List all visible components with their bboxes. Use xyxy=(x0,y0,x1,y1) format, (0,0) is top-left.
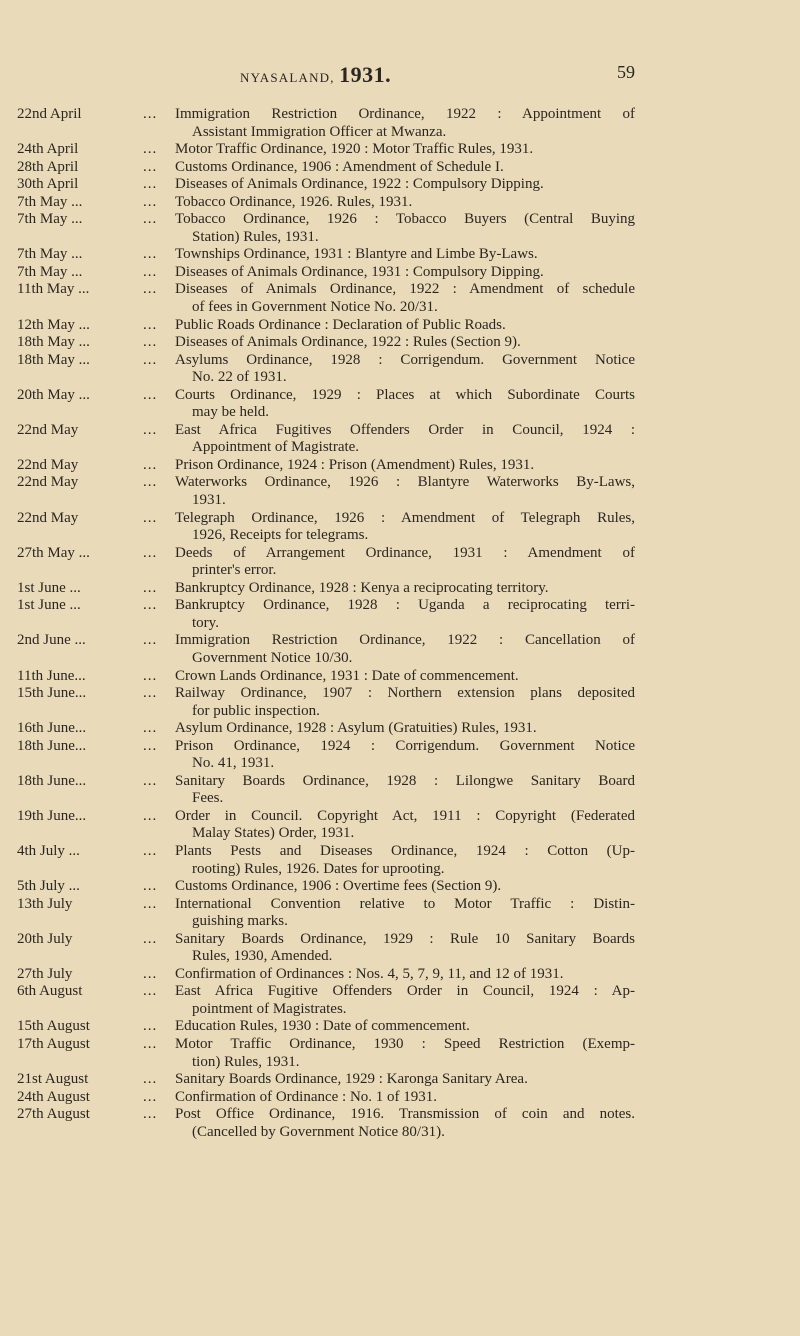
entry-description xyxy=(175,422,635,457)
leader-dots: ... xyxy=(143,281,158,298)
entry-description xyxy=(175,808,635,843)
list-item xyxy=(17,843,637,878)
entry-description xyxy=(175,352,635,387)
entry-date: 22nd April xyxy=(17,106,82,122)
list-item xyxy=(17,457,637,475)
entry-date: 12th May ... xyxy=(17,316,90,333)
entry-line: Diseases of Animals Ordinance, 1922 : Compulsory Dipping. xyxy=(175,176,544,193)
entry-date: 22nd May xyxy=(17,421,79,438)
entry-line: pointment of Magistrates. xyxy=(192,1000,347,1017)
list-item xyxy=(17,720,637,738)
entry-date: 7th May ... xyxy=(17,246,83,263)
list-item xyxy=(17,808,637,843)
list-item xyxy=(17,176,637,194)
list-item xyxy=(17,422,637,457)
list-item xyxy=(17,1018,637,1036)
entry-line: (Cancelled by Government Notice 80/31). xyxy=(192,1123,445,1140)
leader-dots: ... xyxy=(143,1088,158,1105)
list-item xyxy=(17,931,637,966)
entry-line: Confirmation of Ordinance : No. 1 of 1931. xyxy=(175,1088,438,1105)
leader-dots: ... xyxy=(143,895,158,912)
entry-description xyxy=(175,1089,635,1107)
entry-line: for public inspection. xyxy=(192,702,320,719)
entry-line: Confirmation of Ordinances : Nos. 4, 5, 7, 9, 11, and 12 of 1931. xyxy=(175,965,564,982)
leader-dots: ... xyxy=(143,351,158,368)
entry-line: guishing marks. xyxy=(192,913,288,930)
list-item xyxy=(17,281,637,316)
entry-date: 28th April xyxy=(17,158,79,175)
entry-description xyxy=(175,1018,635,1036)
list-item xyxy=(17,632,637,667)
entry-date: 5th July ... xyxy=(17,878,80,895)
leader-dots: ... xyxy=(143,720,158,737)
entry-line: Sanitary Boards Ordinance, 1928 : Lilongwe Sanitary Board xyxy=(175,772,635,789)
entry-description xyxy=(175,668,635,686)
entry-date: 18th May ... xyxy=(17,334,90,351)
list-item xyxy=(17,545,637,580)
entry-line: tion) Rules, 1931. xyxy=(192,1053,300,1070)
entry-description xyxy=(175,580,635,598)
entry-date: 1st June ... xyxy=(17,579,81,596)
leader-dots: ... xyxy=(143,211,158,228)
page-number: 59 xyxy=(617,62,635,82)
entry-date: 11th May ... xyxy=(17,281,90,298)
list-item xyxy=(17,1036,637,1071)
entry-date: 30th April xyxy=(17,176,79,193)
leader-dots: ... xyxy=(143,334,158,351)
entry-date: 27th August xyxy=(17,1106,90,1123)
entry-description xyxy=(175,597,635,632)
entry-description xyxy=(175,474,635,509)
header-colony: NYASALAND, xyxy=(240,70,335,85)
entry-description xyxy=(175,106,635,141)
entry-date: 2nd June ... xyxy=(17,632,86,649)
entry-line: Station) Rules, 1931. xyxy=(192,228,319,245)
leader-dots: ... xyxy=(143,509,158,526)
leader-dots: ... xyxy=(143,421,158,438)
entry-date: 24th April xyxy=(17,141,79,158)
notices-list xyxy=(17,106,637,1141)
leader-dots: ... xyxy=(143,474,158,491)
leader-dots: ... xyxy=(143,772,158,789)
entry-line: Sanitary Boards Ordinance, 1929 : Karonga Sanitary Area. xyxy=(175,1071,528,1088)
list-item xyxy=(17,106,637,141)
leader-dots: ... xyxy=(143,965,158,982)
entry-line: Motor Traffic Ordinance, 1930 : Speed Restriction (Exemp- xyxy=(175,1035,635,1052)
entry-line: East Africa Fugitives Offenders Order in Council, 1924 : xyxy=(175,421,635,438)
entry-line: 1931. xyxy=(192,492,226,509)
leader-dots: ... xyxy=(143,1106,158,1123)
list-item xyxy=(17,580,637,598)
entry-line: rooting) Rules, 1926. Dates for uprooting. xyxy=(192,860,445,877)
entry-description xyxy=(175,632,635,667)
leader-dots: ... xyxy=(143,878,158,895)
entry-description xyxy=(175,334,635,352)
leader-dots: ... xyxy=(143,685,158,702)
entry-line: Immigration Restriction Ordinance, 1922 : Cancellation of xyxy=(175,632,635,649)
entry-line: Post Office Ordinance, 1916. Transmission of coin and notes. xyxy=(175,1106,635,1123)
entry-description xyxy=(175,1036,635,1071)
list-item xyxy=(17,474,637,509)
entry-line: Immigration Restriction Ordinance, 1922 : Appointment of xyxy=(175,106,635,122)
entry-description xyxy=(175,843,635,878)
entry-line: Tobacco Ordinance, 1926 : Tobacco Buyers (Central Buying xyxy=(175,211,635,228)
entry-line: Deeds of Arrangement Ordinance, 1931 : Amendment of xyxy=(175,544,635,561)
entry-description xyxy=(175,966,635,984)
entry-line: No. 22 of 1931. xyxy=(192,369,287,386)
entry-description xyxy=(175,878,635,896)
entry-description xyxy=(175,211,635,246)
entry-description xyxy=(175,457,635,475)
entry-line: 1926, Receipts for telegrams. xyxy=(192,527,369,544)
entry-date: 7th May ... xyxy=(17,263,83,280)
entry-description xyxy=(175,738,635,773)
entry-line: Customs Ordinance, 1906 : Amendment of Schedule I. xyxy=(175,158,504,175)
entry-description xyxy=(175,685,635,720)
entry-date: 22nd May xyxy=(17,456,79,473)
list-item xyxy=(17,966,637,984)
list-item xyxy=(17,685,637,720)
entry-description xyxy=(175,387,635,422)
entry-date: 22nd May xyxy=(17,474,79,491)
entry-line: Order in Council. Copyright Act, 1911 : Copyright (Federated xyxy=(175,807,635,824)
entry-description xyxy=(175,545,635,580)
leader-dots: ... xyxy=(143,667,158,684)
list-item xyxy=(17,597,637,632)
entry-line: Asylum Ordinance, 1928 : Asylum (Gratuities) Rules, 1931. xyxy=(175,720,537,737)
entry-line: Plants Pests and Diseases Ordinance, 1924 : Cotton (Up- xyxy=(175,842,635,859)
entry-line: Malay States) Order, 1931. xyxy=(192,825,355,842)
entry-line: Bankruptcy Ordinance, 1928 : Uganda a reciprocating terri- xyxy=(175,597,635,614)
leader-dots: ... xyxy=(143,544,158,561)
entry-line: of fees in Government Notice No. 20/31. xyxy=(192,299,438,316)
entry-description xyxy=(175,264,635,282)
entry-date: 7th May ... xyxy=(17,211,83,228)
leader-dots: ... xyxy=(143,246,158,263)
entry-line: printer's error. xyxy=(192,562,277,579)
list-item xyxy=(17,1106,637,1141)
entry-line: Diseases of Animals Ordinance, 1931 : Compulsory Dipping. xyxy=(175,263,544,280)
entry-line: Diseases of Animals Ordinance, 1922 : Rules (Section 9). xyxy=(175,334,521,351)
list-item xyxy=(17,334,637,352)
entry-line: Prison Ordinance, 1924 : Corrigendum. Government Notice xyxy=(175,737,635,754)
entry-date: 6th August xyxy=(17,983,83,1000)
entry-line: Prison Ordinance, 1924 : Prison (Amendment) Rules, 1931. xyxy=(175,456,535,473)
leader-dots: ... xyxy=(143,316,158,333)
list-item xyxy=(17,1071,637,1089)
entry-date: 11th June... xyxy=(17,667,86,684)
list-item xyxy=(17,246,637,264)
entry-line: Customs Ordinance, 1906 : Overtime fees (Section 9). xyxy=(175,878,502,895)
entry-line: Bankruptcy Ordinance, 1928 : Kenya a reciprocating territory. xyxy=(175,579,549,596)
entry-line: International Convention relative to Motor Traffic : Distin- xyxy=(175,895,635,912)
entry-date: 20th July xyxy=(17,930,73,947)
leader-dots: ... xyxy=(143,930,158,947)
leader-dots: ... xyxy=(143,141,158,158)
leader-dots: ... xyxy=(143,158,158,175)
leader-dots: ... xyxy=(143,597,158,614)
entry-line: Crown Lands Ordinance, 1931 : Date of commencement. xyxy=(175,667,519,684)
list-item xyxy=(17,317,637,335)
list-item xyxy=(17,896,637,931)
leader-dots: ... xyxy=(143,176,158,193)
entry-line: Townships Ordinance, 1931 : Blantyre and Limbe By-Laws. xyxy=(175,246,538,263)
entry-date: 18th June... xyxy=(17,737,87,754)
entry-date: 4th July ... xyxy=(17,842,80,859)
list-item xyxy=(17,510,637,545)
entry-line: Appointment of Magistrate. xyxy=(192,439,360,456)
leader-dots: ... xyxy=(143,263,158,280)
entry-line: tory. xyxy=(192,614,219,631)
entry-date: 7th May ... xyxy=(17,193,83,210)
list-item xyxy=(17,773,637,808)
leader-dots: ... xyxy=(143,842,158,859)
entry-line: Asylums Ordinance, 1928 : Corrigendum. Government Notice xyxy=(175,351,635,368)
entry-description xyxy=(175,773,635,808)
entry-description xyxy=(175,1106,635,1141)
entry-line: Telegraph Ordinance, 1926 : Amendment of Telegraph Rules, xyxy=(175,509,635,526)
entry-date: 15th August xyxy=(17,1018,90,1035)
entry-line: Government Notice 10/30. xyxy=(192,649,353,666)
entry-line: East Africa Fugitive Offenders Order in Council, 1924 : Ap- xyxy=(175,983,635,1000)
entry-description xyxy=(175,246,635,264)
entry-description xyxy=(175,317,635,335)
list-item xyxy=(17,983,637,1018)
entry-date: 21st August xyxy=(17,1071,89,1088)
entry-date: 18th June... xyxy=(17,772,87,789)
entry-date: 17th August xyxy=(17,1035,90,1052)
leader-dots: ... xyxy=(143,456,158,473)
header-title xyxy=(240,62,391,88)
entry-line: Courts Ordinance, 1929 : Places at which Subordinate Courts xyxy=(175,386,635,403)
entry-date: 24th August xyxy=(17,1088,90,1105)
entry-date: 18th May ... xyxy=(17,351,90,368)
entry-description xyxy=(175,510,635,545)
entry-date: 16th June... xyxy=(17,720,87,737)
leader-dots: ... xyxy=(143,983,158,1000)
entry-date: 27th July xyxy=(17,965,73,982)
entry-description xyxy=(175,141,635,159)
entry-date: 1st June ... xyxy=(17,597,81,614)
entry-description xyxy=(175,159,635,177)
leader-dots: ... xyxy=(143,386,158,403)
entry-line: Tobacco Ordinance, 1926. Rules, 1931. xyxy=(175,193,413,210)
leader-dots: ... xyxy=(143,193,158,210)
entry-description xyxy=(175,1071,635,1089)
entry-date: 13th July xyxy=(17,895,73,912)
leader-dots: ... xyxy=(143,737,158,754)
leader-dots: ... xyxy=(143,106,158,122)
leader-dots: ... xyxy=(143,807,158,824)
entry-line: Railway Ordinance, 1907 : Northern extension plans deposited xyxy=(175,685,635,702)
entry-date: 27th May ... xyxy=(17,544,90,561)
list-item xyxy=(17,387,637,422)
leader-dots: ... xyxy=(143,1035,158,1052)
leader-dots: ... xyxy=(143,1071,158,1088)
entry-description xyxy=(175,983,635,1018)
entry-line: may be held. xyxy=(192,404,270,421)
entry-date: 20th May ... xyxy=(17,386,90,403)
list-item xyxy=(17,352,637,387)
entry-line: Motor Traffic Ordinance, 1920 : Motor Traffic Rules, 1931. xyxy=(175,141,534,158)
list-item xyxy=(17,194,637,212)
entry-description xyxy=(175,281,635,316)
entry-description xyxy=(175,176,635,194)
list-item xyxy=(17,211,637,246)
entry-date: 19th June... xyxy=(17,807,87,824)
running-header xyxy=(0,62,800,86)
list-item xyxy=(17,738,637,773)
entry-description xyxy=(175,720,635,738)
leader-dots: ... xyxy=(143,632,158,649)
list-item xyxy=(17,141,637,159)
entry-line: Rules, 1930, Amended. xyxy=(192,948,333,965)
entry-date: 22nd May xyxy=(17,509,79,526)
entry-line: Assistant Immigration Officer at Mwanza. xyxy=(192,123,447,140)
entry-line: No. 41, 1931. xyxy=(192,755,275,772)
list-item xyxy=(17,264,637,282)
entry-description xyxy=(175,931,635,966)
list-item xyxy=(17,159,637,177)
entry-line: Fees. xyxy=(192,790,224,807)
list-item xyxy=(17,668,637,686)
header-year: 1931. xyxy=(339,62,392,87)
entry-line: Education Rules, 1930 : Date of commencement. xyxy=(175,1018,470,1035)
entry-description xyxy=(175,896,635,931)
entry-date: 15th June... xyxy=(17,685,87,702)
entry-line: Waterworks Ordinance, 1926 : Blantyre Waterworks By-Laws, xyxy=(175,474,635,491)
entry-description xyxy=(175,194,635,212)
leader-dots: ... xyxy=(143,579,158,596)
entry-line: Diseases of Animals Ordinance, 1922 : Amendment of schedule xyxy=(175,281,635,298)
list-item xyxy=(17,878,637,896)
list-item xyxy=(17,1089,637,1107)
leader-dots: ... xyxy=(143,1018,158,1035)
entry-line: Public Roads Ordinance : Declaration of Public Roads. xyxy=(175,316,506,333)
entry-line: Sanitary Boards Ordinance, 1929 : Rule 10 Sanitary Boards xyxy=(175,930,635,947)
